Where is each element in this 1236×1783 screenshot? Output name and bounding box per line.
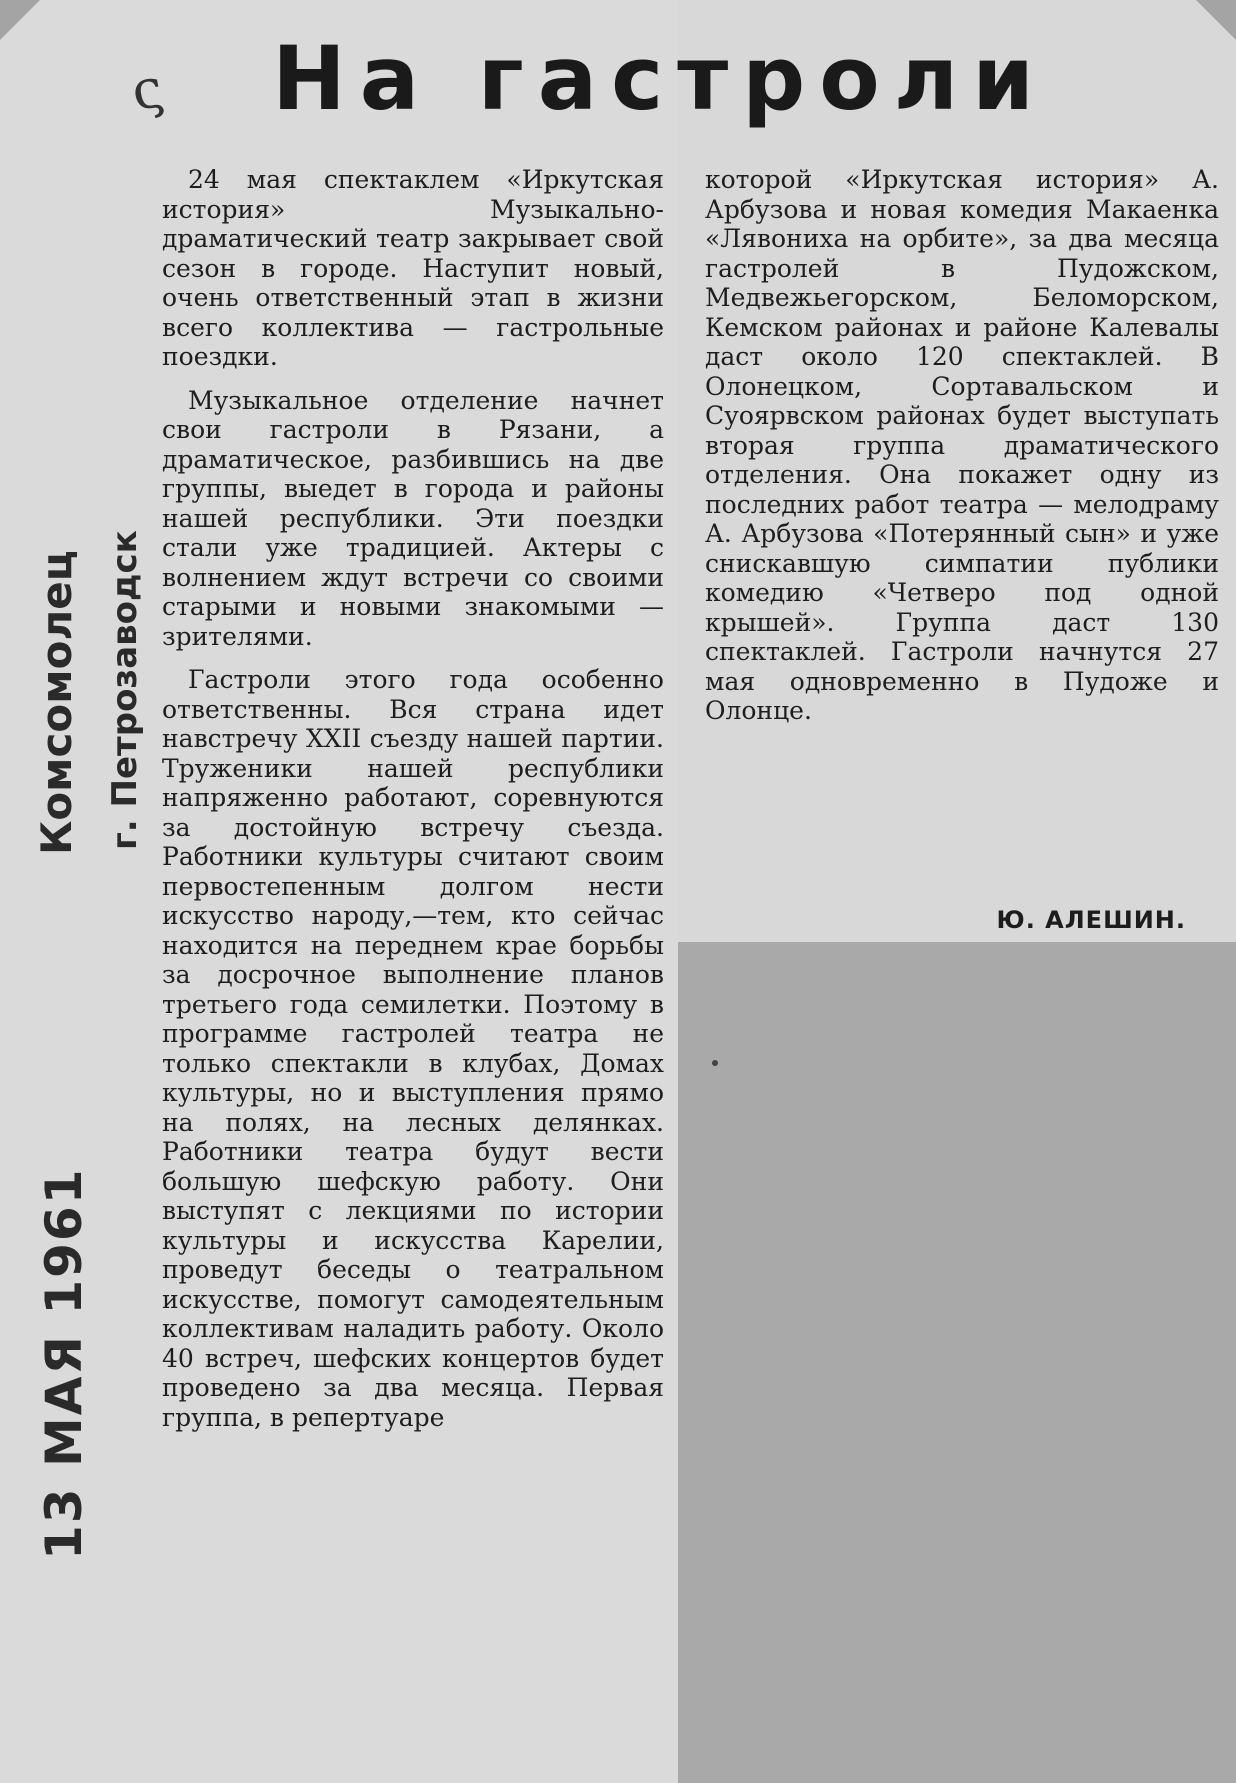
article-column-right [705, 165, 1219, 726]
article-paragraph: Музыкальное отделение начнет свои гастроли в Рязани, а драматическое, разбившись на две группы, выедет в города и районы нашей республики. Эти поездки стали уже традицией. Актеры с волнением ждут встречи со своими старыми и новыми знакомыми — зрителями. [162, 385, 664, 651]
pen-mark: ς [125, 55, 169, 124]
article-paragraph: которой «Иркутская история» А. Арбузова и новая комедия Макаенка «Лявониха на орбите», за два месяца гастролей в Пудожском, Медвежьегорском, Беломорском, Кемском районах и районе Калевалы даст около 120 спектаклей. В Олонецком, Сортавальском и Суоярвском районах будет выступать вторая группа драматического отделения. Она покажет одну из последних работ театра — мелодраму А. Арбузова «Потерянный сын» и уже снискавшую симпатии публики комедию «Четверо под одной крышей». Группа даст 130 спектаклей. Гастроли начнутся 27 мая одновременно в Пудоже и Олонце. [705, 165, 1219, 725]
torn-corner [0, 0, 40, 40]
torn-corner [1196, 0, 1236, 40]
paper-speck [712, 1060, 718, 1066]
article-column-left [162, 165, 664, 1432]
date-stamp: 13 МАЯ 1961 [35, 1167, 93, 1560]
author-signature: Ю. АЛЕШИН. [996, 906, 1186, 934]
newspaper-name-stamp: Комсомолец [32, 550, 81, 855]
city-stamp: г. Петрозаводск [105, 530, 145, 850]
article-paragraph: 24 мая спектаклем «Иркутская история» Музыкально-драматический театр закрывает свой сезон в городе. Наступит новый, очень ответственный этап в жизни всего коллектива — гастрольные поездки. [162, 165, 664, 371]
background-area [678, 942, 1236, 1783]
article-headline: На гастроли [272, 27, 1048, 130]
article-paragraph: Гастроли этого года особенно ответственны. Вся страна идет навстречу XXII съезду нашей партии. Труженики нашей республики напряженно работают, соревнуются за достойную встречу съезда. Работники культуры считают своим первостепенным долгом нести искусство народу,—тем, кто сейчас находится на переднем крае борьбы за досрочное выполнение планов третьего года семилетки. Поэтому в программе гастролей театра не только спектакли в клубах, Домах культуры, но и выступления прямо на полях, на лесных делянках. Работники театра будут вести большую шефскую работу. Они выступят с лекциями по истории культуры и искусства Карелии, проведут беседы о театральном искусстве, помогут самодеятельным коллективам наладить работу. Около 40 встреч, шефских концертов будет проведено за два месяца. Первая группа, в репертуаре [162, 665, 664, 1432]
